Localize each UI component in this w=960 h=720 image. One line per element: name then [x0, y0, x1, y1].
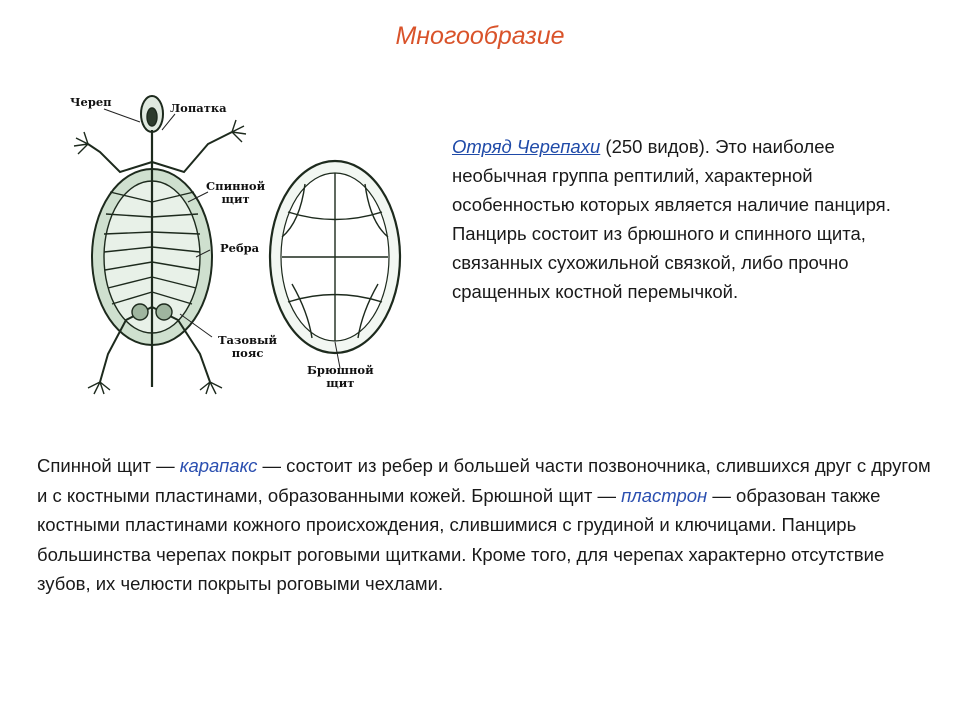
label-pelvis: Тазовый пояс [218, 333, 278, 360]
label-carapace: Спинной щит [206, 179, 266, 206]
turtle-skeleton-figure [60, 92, 430, 402]
label-plastron: Брюшной щит [307, 363, 374, 390]
body-paragraph: Спинной щит — карапакс — состоит из ребер и большей части позвоночника, слившихся друг с другом и с костными пластинами, образованными кожей. Брюшной щит — пластрон — образован также костными пластинами кожного происхождения, слившимися с грудиной и ключицами. Панцирь большинства черепах покрыт роговыми щитками. Кроме того, для черепах характерно отсутствие зубов, их челюсти покрыты роговыми чехлами. [37, 455, 931, 594]
label-skull: Череп [70, 95, 112, 109]
intro-text: (250 видов). Это наиболее необычная группа рептилий, характерной особенностью которых является наличие панциря. Панцирь состоит из брюшного и спинного щита, связанных сухожильной связкой, либо прочно сращенных костной перемычкой. [452, 136, 891, 302]
order-turtles-link[interactable]: Отряд Черепахи [452, 136, 601, 157]
label-ribs: Ребра [220, 241, 260, 255]
label-scapula: Лопатка [170, 101, 227, 115]
term-plastron: пластрон [621, 484, 708, 506]
intro-paragraph [452, 132, 922, 306]
slide-title: Многообразие [395, 22, 565, 50]
term-carapace: карапакс [179, 455, 258, 476]
